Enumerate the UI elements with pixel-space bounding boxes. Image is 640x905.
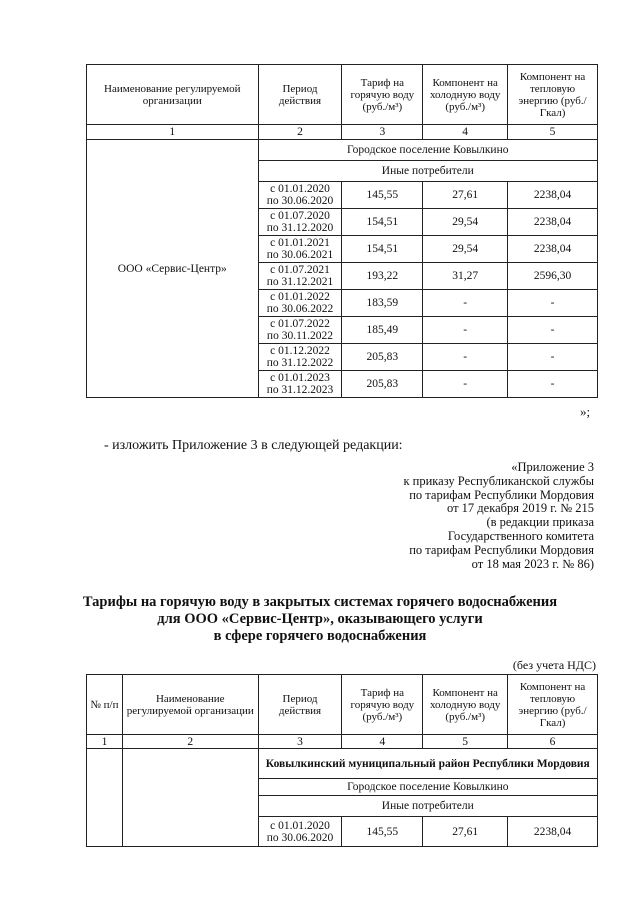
period: с 01.01.2022 по 30.06.2022: [258, 290, 342, 317]
heat-component: -: [508, 290, 598, 317]
cold-component: -: [423, 344, 508, 371]
appendix-block: [403, 461, 594, 571]
appendix-line: (в редакции приказа: [486, 515, 594, 530]
heat-component: 2238,04: [508, 236, 598, 263]
document-title: [0, 594, 640, 645]
title-line: Тарифы на горячую воду в закрытых системах горячего водоснабжения: [82, 594, 558, 610]
cold-component: 27,61: [423, 182, 508, 209]
tariff: 154,51: [342, 236, 423, 263]
header-cold: Компонент на холодную воду (руб./м³): [423, 65, 508, 125]
tariff: 183,59: [342, 290, 423, 317]
header-tariff: Тариф на горячую воду (руб./м³): [342, 65, 423, 125]
appendix-line: Государственного комитета: [447, 528, 594, 543]
period: с 01.01.2020 по 30.06.2020: [258, 182, 342, 209]
header-org: Наименование регулируемой организации: [87, 65, 259, 125]
vat-note: (без учета НДС): [512, 658, 596, 672]
period: с 01.12.2022 по 31.12.2022: [258, 344, 342, 371]
heat-component: 2238,04: [508, 209, 598, 236]
col-number: 2: [258, 125, 342, 140]
org-name: [122, 749, 258, 847]
col-number: 5: [423, 735, 508, 749]
appendix-line: «Приложение 3: [511, 460, 594, 474]
col-number: 3: [342, 125, 423, 140]
tariff-table-2: [86, 674, 598, 847]
header-number: № п/п: [87, 675, 123, 735]
appendix-line: от 18 мая 2023 г. № 86): [471, 556, 594, 571]
appendix-line: по тарифам Республики Мордовия: [409, 542, 594, 557]
tariff: 205,83: [342, 344, 423, 371]
settlement: Городское поселение Ковылкино: [258, 779, 597, 796]
row-number: [87, 749, 123, 847]
heat-component: 2238,04: [508, 182, 598, 209]
appendix-line: к приказу Республиканской службы: [403, 473, 594, 488]
title-line: в сфере горячего водоснабжения: [213, 628, 427, 644]
col-number: 4: [342, 735, 423, 749]
col-number: 3: [258, 735, 342, 749]
district: Ковылкинский муниципальный район Республики Мордовия: [258, 749, 597, 779]
consumers: Иные потребители: [258, 796, 597, 817]
tariff: 193,22: [342, 263, 423, 290]
cold-component: -: [423, 317, 508, 344]
period: с 01.07.2022 по 30.11.2022: [258, 317, 342, 344]
header-org: Наименование регулируемой организации: [122, 675, 258, 735]
header-period: Период действия: [258, 65, 342, 125]
cold-component: 29,54: [423, 236, 508, 263]
heat-component: -: [508, 317, 598, 344]
consumers: Иные потребители: [258, 161, 597, 182]
tariff: 205,83: [342, 371, 423, 398]
heat-component: -: [508, 344, 598, 371]
header-tariff: Тариф на горячую воду (руб./м³): [342, 675, 423, 735]
period: с 01.01.2021 по 30.06.2021: [258, 236, 342, 263]
period: с 01.07.2021 по 31.12.2021: [258, 263, 342, 290]
tariff: 145,55: [342, 182, 423, 209]
heat-component: 2596,30: [508, 263, 598, 290]
header-period: Период действия: [258, 675, 342, 735]
title-line: для ООО «Сервис-Центр», оказывающего услуги: [157, 611, 483, 627]
quote-close: »;: [580, 404, 591, 419]
cold-component: 29,54: [423, 209, 508, 236]
tariff: 154,51: [342, 209, 423, 236]
tariff: 145,55: [342, 817, 423, 847]
tariff-table-1: [86, 64, 598, 398]
col-number: 4: [423, 125, 508, 140]
col-number: 2: [122, 735, 258, 749]
col-number: 5: [508, 125, 598, 140]
cold-component: 31,27: [423, 263, 508, 290]
heat-component: 2238,04: [508, 817, 598, 847]
header-heat: Компонент на тепловую энергию (руб./Гкал): [508, 65, 598, 125]
appendix-line: от 17 декабря 2019 г. № 215: [446, 501, 594, 516]
settlement: Городское поселение Ковылкино: [258, 140, 597, 161]
col-number: 6: [508, 735, 598, 749]
period: с 01.01.2020 по 30.06.2020: [258, 817, 342, 847]
period: с 01.07.2020 по 31.12.2020: [258, 209, 342, 236]
cold-component: 27,61: [423, 817, 508, 847]
cold-component: -: [423, 371, 508, 398]
cold-component: -: [423, 290, 508, 317]
instruction-text: - изложить Приложение 3 в следующей редакции:: [104, 438, 403, 453]
col-number: 1: [87, 735, 123, 749]
col-number: 1: [87, 125, 259, 140]
header-heat: Компонент на тепловую энергию (руб./Гкал): [508, 675, 598, 735]
header-cold: Компонент на холодную воду (руб./м³): [423, 675, 508, 735]
tariff: 185,49: [342, 317, 423, 344]
heat-component: -: [508, 371, 598, 398]
period: с 01.01.2023 по 31.12.2023: [258, 371, 342, 398]
org-name: ООО «Сервис-Центр»: [87, 140, 259, 398]
appendix-line: по тарифам Республики Мордовия: [409, 487, 594, 502]
